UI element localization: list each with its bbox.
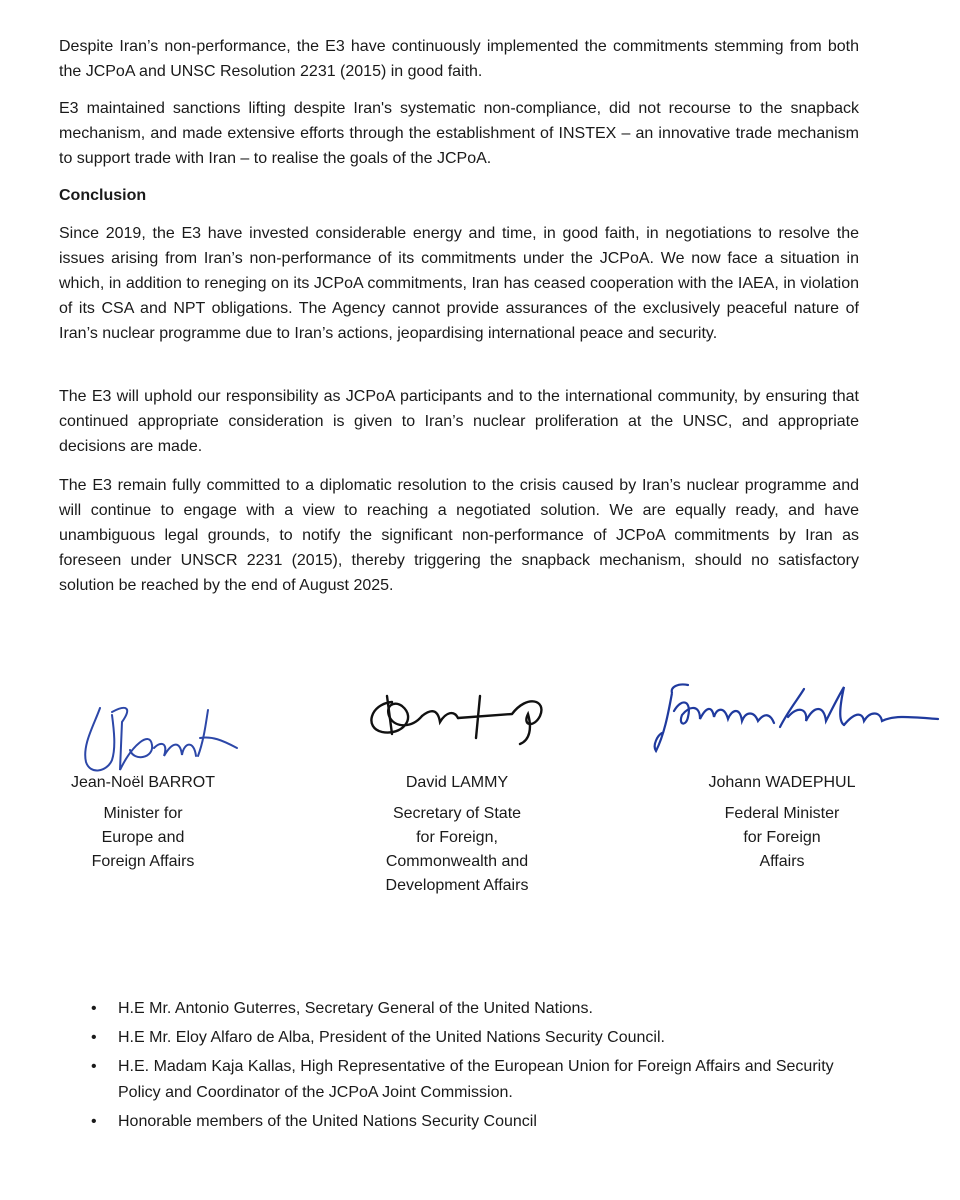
- signatory-title: Federal Minister for Foreign Affairs: [724, 805, 840, 870]
- paragraph-instex: E3 maintained sanctions lifting despite Iran's systematic non-compliance, did not recourse to the snapback mechanism, and made extensive efforts through the establishment of INSTEX – an innovative trade mechanism to support trade with Iran – to realise the goals of the JCPoA.: [59, 100, 859, 167]
- paragraph-responsibility: The E3 will uphold our responsibility as JCPoA participants and to the international community, by ensuring that continued appropriate consideration is given to Iran’s nuclear proliferation at the UNSC, and appropriate decisions are made.: [59, 388, 859, 455]
- list-item: • H.E. Madam Kaja Kallas, High Representative of the European Union for Foreign Affairs and Security Policy and Coordinator of the JCPoA Joint Commission.: [118, 1054, 863, 1106]
- signatory-name: Jean-Noël BARROT: [70, 774, 216, 791]
- signature-lammy-image: [362, 688, 557, 748]
- signatory-wadephul: [672, 771, 892, 874]
- cc-recipients-list: [118, 996, 863, 1138]
- list-item: • H.E Mr. Antonio Guterres, Secretary General of the United Nations.: [118, 996, 863, 1022]
- signatory-name: Johann WADEPHUL: [708, 774, 856, 791]
- paragraph-negotiations: Since 2019, the E3 have invested considerable energy and time, in good faith, in negotiations to resolve the issues arising from Iran’s non-performance of its commitments under the JCPoA. We now face a situation in which, in addition to reneging on its JCPoA commitments, Iran has ceased cooperation with the IAEA, in violation of its CSA and NPT obligations. The Agency cannot provide assurances of the exclusively peaceful nature of Iran’s nuclear programme due to Iran’s actions, jeopardising international peace and security.: [59, 225, 859, 342]
- signatory-title: Secretary of State for Foreign, Commonwealth and Development Affairs: [385, 805, 529, 894]
- signatory-lammy: [347, 771, 567, 898]
- list-item: • Honorable members of the United Nations Security Council: [118, 1109, 863, 1135]
- signatory-name: David LAMMY: [405, 774, 509, 791]
- signature-wadephul-image: [648, 675, 943, 755]
- signatory-barrot: [33, 771, 253, 874]
- conclusion-heading: Conclusion: [59, 187, 147, 204]
- list-item: • H.E Mr. Eloy Alfaro de Alba, President of the United Nations Security Council.: [118, 1025, 863, 1051]
- paragraph-snapback: The E3 remain fully committed to a diplomatic resolution to the crisis caused by Iran’s nuclear programme and will continue to engage with a view to reaching a negotiated solution. We are equally ready, and have unambiguous legal grounds, to notify the significant non-performance of JCPoA commitments by Iran as foreseen under UNSCR 2231 (2015), thereby triggering the snapback mechanism, should no satisfactory solution be reached by the end of August 2025.: [59, 477, 859, 594]
- paragraph-good-faith: Despite Iran’s non-performance, the E3 have continuously implemented the commitments stemming from both the JCPoA and UNSC Resolution 2231 (2015) in good faith.: [59, 38, 859, 80]
- signatory-title: Minister for Europe and Foreign Affairs: [91, 805, 195, 870]
